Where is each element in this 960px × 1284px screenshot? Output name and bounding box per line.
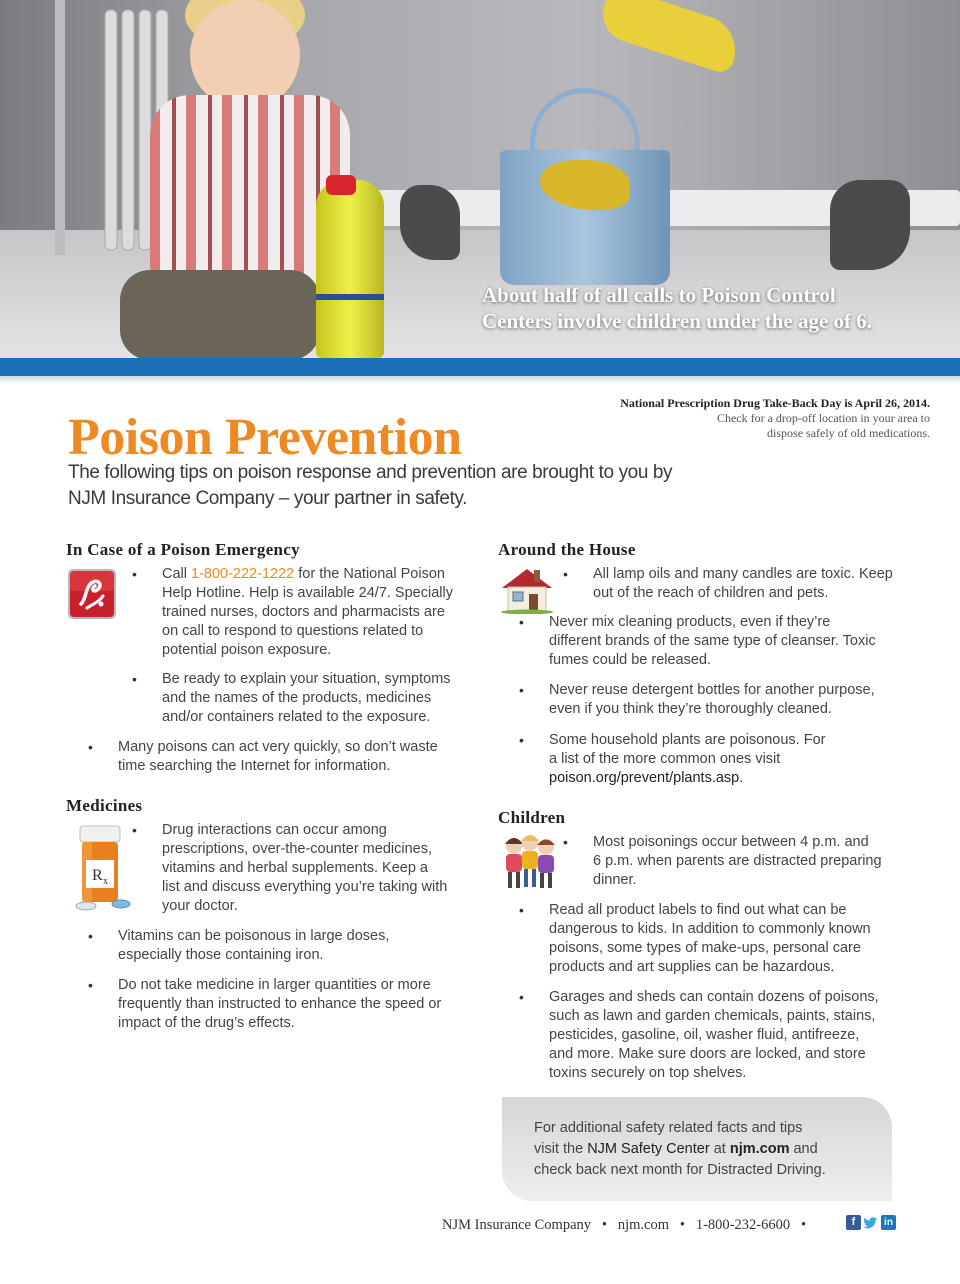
- bullet-line: and/or containers related to the exposure.: [162, 709, 431, 725]
- bullet-line: different brands of the same type of cleanser. Toxic: [549, 633, 876, 649]
- bullet-dot: •: [132, 822, 137, 838]
- bullet-line: on call to respond to questions related to: [162, 623, 424, 639]
- bullet-dot: •: [519, 682, 524, 698]
- poison-help-icon: [67, 568, 117, 620]
- njm-site-link[interactable]: njm.com: [729, 1141, 790, 1157]
- house-heading: Around the House: [498, 540, 636, 559]
- text-segment: for the National Poison: [294, 566, 445, 582]
- house-icon: [498, 566, 556, 614]
- twitter-icon[interactable]: [863, 1215, 878, 1230]
- facebook-icon[interactable]: f: [846, 1215, 861, 1230]
- bullet-line: your doctor.: [162, 898, 238, 914]
- intro-line1: The following tips on poison response and prevention are brought to you by: [68, 462, 673, 483]
- intro-text: [68, 460, 708, 512]
- tub-foot-right: [830, 180, 910, 270]
- bullet-line: products and art supplies can be hazardous.: [549, 959, 835, 975]
- bullet-dot: •: [563, 566, 568, 582]
- text-segment: .: [739, 770, 744, 786]
- bullet-line: Most poisonings occur between 4 p.m. and: [593, 834, 869, 850]
- hero-caption: [482, 282, 942, 334]
- bullet-line: Drug interactions can occur among: [162, 822, 387, 838]
- yellow-bottle: [316, 180, 384, 358]
- emergency-bullet-1: [132, 565, 472, 660]
- take-back-line3: dispose safely of old medications.: [767, 426, 930, 440]
- emergency-bullet-3: [88, 738, 468, 776]
- separator: •: [601, 1217, 607, 1233]
- bullet-line: vitamins and herbal supplements. Keep a: [162, 860, 428, 876]
- medicines-bullet-2: [88, 927, 468, 965]
- bullet-line: prescriptions, over-the-counter medicines,: [162, 841, 432, 857]
- text-segment: and: [789, 1141, 818, 1157]
- emergency-bullet-2: [132, 670, 472, 727]
- bullet-dot: •: [88, 928, 93, 944]
- text-segment: at: [709, 1141, 730, 1157]
- bullet-line: fumes could be released.: [549, 652, 712, 668]
- children-bullet-3: [519, 988, 919, 1083]
- bullet-line: list and discuss everything you’re taking with: [162, 879, 448, 895]
- bullet-line: out of the reach of children and pets.: [593, 585, 829, 601]
- bullet-line: Some household plants are poisonous. For: [549, 732, 826, 748]
- bullet-line: Help Hotline. Help is available 24/7. Specially: [162, 585, 453, 601]
- bullet-line: dinner.: [593, 872, 637, 888]
- intro-line2: NJM Insurance Company – your partner in safety.: [68, 488, 468, 509]
- plants-link[interactable]: poison.org/prevent/plants.asp: [549, 770, 740, 786]
- bullet-line: even if you think they’re thoroughly cleaned.: [549, 701, 832, 717]
- bullet-line: Be ready to explain your situation, symptoms: [162, 671, 451, 687]
- medicines-bullet-1: [132, 821, 472, 916]
- company-phone[interactable]: 1-800-232-6600: [695, 1217, 791, 1233]
- emergency-heading: In Case of a Poison Emergency: [66, 540, 300, 559]
- bullet-dot: •: [519, 732, 524, 748]
- tub-foot-left: [400, 185, 460, 260]
- bullet-line: especially those containing iron.: [118, 947, 324, 963]
- bullet-line: impact of the drug’s effects.: [118, 1015, 295, 1031]
- bullet-line: trained nurses, doctors and pharmacists are: [162, 604, 445, 620]
- bullet-line: and more. Make sure doors are locked, and store: [549, 1046, 866, 1062]
- bottle-cap: [326, 175, 356, 195]
- bullet-line: frequently than instructed to enhance the speed or: [118, 996, 442, 1012]
- blue-band-shadow: [0, 376, 960, 384]
- text-segment: visit the: [534, 1141, 588, 1157]
- house-bullet-4: [519, 731, 919, 788]
- bullet-line: Garages and sheds can contain dozens of poisons,: [549, 989, 879, 1005]
- hotline-phone[interactable]: 1-800-222-1222: [191, 566, 295, 582]
- safety-center-text: [534, 1118, 874, 1181]
- company-name: NJM Insurance Company: [442, 1217, 592, 1233]
- bullet-dot: •: [132, 671, 137, 687]
- hero-photo: [0, 0, 960, 360]
- children-icon: [500, 832, 558, 892]
- bullet-line: Many poisons can act very quickly, so don’t waste: [118, 739, 438, 755]
- bullet-line: potential poison exposure.: [162, 642, 332, 658]
- bullet-line: Do not take medicine in larger quantities or more: [118, 977, 431, 993]
- hero-caption-line1: About half of all calls to Poison Control: [482, 283, 836, 307]
- bullet-dot: •: [519, 902, 524, 918]
- separator: •: [679, 1217, 685, 1233]
- bullet-line: pesticides, gasoline, oil, washer fluid, antifreeze,: [549, 1027, 860, 1043]
- company-footer: [442, 1217, 806, 1234]
- bullet-line: toxins securely on top shelves.: [549, 1065, 747, 1081]
- bullet-line: All lamp oils and many candles are toxic. Keep: [593, 566, 893, 582]
- bullet-line: dangerous to kids. In addition to commonly known: [549, 921, 871, 937]
- medicines-heading: Medicines: [66, 796, 143, 815]
- callout-line: check back next month for Distracted Driving.: [534, 1162, 826, 1178]
- company-site[interactable]: njm.com: [617, 1217, 669, 1233]
- house-bullet-1: [563, 565, 913, 603]
- bullet-dot: •: [563, 834, 568, 850]
- children-heading: Children: [498, 808, 566, 827]
- safety-center-link[interactable]: NJM Safety Center: [587, 1141, 710, 1157]
- bullet-dot: •: [519, 989, 524, 1005]
- page-title: Poison Prevention: [68, 409, 462, 466]
- children-bullet-1: [563, 833, 913, 890]
- pill-bottle-icon: [66, 824, 136, 912]
- house-bullet-3: [519, 681, 919, 719]
- children-bullet-2: [519, 901, 919, 977]
- bottle-stripe: [316, 294, 384, 300]
- blue-band: [0, 358, 960, 376]
- bullet-line: time searching the Internet for information.: [118, 758, 391, 774]
- bullet-dot: •: [132, 566, 137, 582]
- bullet-line: 6 p.m. when parents are distracted preparing: [593, 853, 882, 869]
- bullet-dot: •: [519, 614, 524, 630]
- medicines-bullet-3: [88, 976, 478, 1033]
- linkedin-icon[interactable]: in: [881, 1215, 896, 1230]
- take-back-line2: Check for a drop-off location in your area to: [716, 411, 930, 425]
- take-back-notice: [510, 396, 930, 441]
- child-pants: [120, 270, 320, 360]
- svg-text:R: R: [92, 867, 103, 884]
- bullet-line: Vitamins can be poisonous in large doses,: [118, 928, 390, 944]
- callout-line: For additional safety related facts and tips: [534, 1120, 803, 1136]
- house-bullet-2: [519, 613, 919, 670]
- bullet-dot: •: [88, 739, 93, 755]
- svg-text:x: x: [103, 876, 108, 887]
- bullet-line: Never mix cleaning products, even if they’re: [549, 614, 831, 630]
- text-segment: Call: [162, 566, 192, 582]
- bullet-line: a list of the more common ones visit: [549, 751, 781, 767]
- bullet-line: such as lawn and garden chemicals, paints, stains,: [549, 1008, 876, 1024]
- child-head: [190, 0, 300, 110]
- bullet-dot: •: [88, 977, 93, 993]
- bullet-line: poisons, some types of make-ups, personal care: [549, 940, 861, 956]
- hero-caption-line2: Centers involve children under the age of 6.: [482, 309, 873, 333]
- bullet-line: Never reuse detergent bottles for another purpose,: [549, 682, 875, 698]
- bullet-line: and the names of the products, medicines: [162, 690, 432, 706]
- bullet-line: Read all product labels to find out what can be: [549, 902, 847, 918]
- take-back-date: National Prescription Drug Take-Back Day is April 26, 2014.: [620, 396, 930, 410]
- separator: •: [800, 1217, 807, 1233]
